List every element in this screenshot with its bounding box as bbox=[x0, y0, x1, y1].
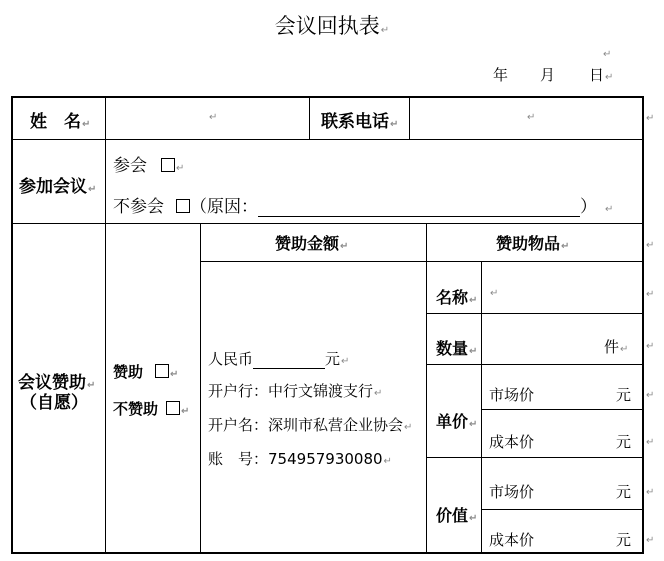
reason-field[interactable] bbox=[258, 198, 580, 217]
account-number-line: 账 号：754957930080↵ bbox=[208, 450, 392, 468]
unit-price-label: 单价↵ bbox=[436, 412, 478, 431]
not-attend-checkbox[interactable] bbox=[176, 199, 190, 213]
unit-market-price-label: 市场价 bbox=[489, 386, 535, 404]
unit-cost-price-yuan: 元 bbox=[616, 433, 632, 451]
phone-label: 联系电话↵ bbox=[321, 112, 399, 132]
goods-name-label: 名称↵ bbox=[436, 288, 478, 307]
goods-header: 赞助物品↵ bbox=[496, 234, 570, 253]
value-cost-price-yuan: 元 bbox=[616, 531, 632, 549]
sponsor-checkbox[interactable] bbox=[155, 364, 169, 378]
unit-market-price-yuan: 元 bbox=[616, 386, 632, 404]
value-label: 价值↵ bbox=[436, 506, 478, 525]
paragraph-mark: ↵ bbox=[646, 341, 655, 352]
attend-option: 参会 ↵ bbox=[113, 156, 185, 176]
form-title: 会议回执表↵ bbox=[274, 14, 390, 38]
unit-cost-price-label: 成本价 bbox=[489, 433, 535, 451]
amount-header: 赞助金额↵ bbox=[275, 234, 349, 253]
attend-label: 参加会议↵ bbox=[19, 177, 97, 197]
paragraph-mark: ↵ bbox=[646, 437, 655, 448]
paragraph-mark: ↵ bbox=[646, 113, 655, 124]
phone-field[interactable]: ↵ bbox=[527, 112, 536, 123]
paragraph-mark: ↵ bbox=[646, 487, 655, 498]
account-name-line: 开户名：深圳市私营企业协会↵ bbox=[208, 416, 413, 434]
goods-qty-label: 数量↵ bbox=[436, 339, 478, 358]
value-market-price-yuan: 元 bbox=[616, 483, 632, 501]
value-cost-price-label: 成本价 bbox=[489, 531, 535, 549]
value-market-price-label: 市场价 bbox=[489, 483, 535, 501]
not-attend-option: 不参会 （原因： ） ↵ bbox=[113, 197, 614, 217]
paragraph-mark: ↵ bbox=[646, 240, 655, 251]
name-label: 姓 名↵ bbox=[30, 112, 91, 132]
date-month-label: 月 bbox=[540, 66, 556, 84]
date-year-label: 年 bbox=[493, 66, 509, 84]
sponsor-label: 会议赞助↵ bbox=[18, 373, 96, 393]
voluntary-label: （自愿） bbox=[20, 393, 88, 413]
goods-name-field[interactable]: ↵ bbox=[490, 288, 499, 299]
paragraph-mark: ↵ bbox=[646, 289, 655, 300]
paragraph-mark: ↵ bbox=[603, 49, 612, 60]
rmb-line: 人民币 元↵ bbox=[208, 350, 350, 368]
sponsor-option: 赞助 ↵ bbox=[113, 363, 179, 381]
date-day-label: 日↵ bbox=[589, 66, 614, 84]
bank-line: 开户行：中行文锦渡支行↵ bbox=[208, 382, 383, 400]
name-field[interactable]: ↵ bbox=[209, 112, 218, 123]
no-sponsor-option: 不赞助 ↵ bbox=[113, 400, 190, 418]
attend-checkbox[interactable] bbox=[161, 158, 175, 172]
paragraph-mark: ↵ bbox=[646, 390, 655, 401]
paragraph-mark: ↵ bbox=[646, 535, 655, 546]
rmb-amount-field[interactable] bbox=[253, 352, 325, 369]
no-sponsor-checkbox[interactable] bbox=[166, 401, 180, 415]
goods-qty-unit: 件↵ bbox=[604, 338, 629, 356]
